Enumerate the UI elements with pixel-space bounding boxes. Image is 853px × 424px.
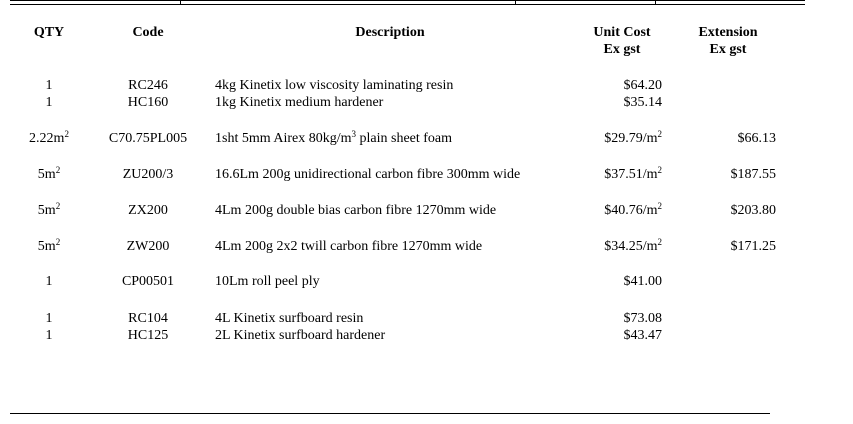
description-cell bbox=[215, 310, 363, 327]
top-double-rule bbox=[10, 0, 805, 5]
header-code: Code bbox=[132, 25, 164, 40]
qty-cell bbox=[10, 166, 88, 183]
qty-cell bbox=[10, 273, 88, 290]
description-text: 10Lm roll peel ply bbox=[215, 274, 320, 289]
qty-cell bbox=[10, 310, 88, 327]
extension-cell bbox=[656, 166, 776, 183]
unit-cost-cell bbox=[542, 327, 662, 344]
qty-value: 5m bbox=[37, 239, 56, 254]
description-text: 1sht 5mm Airex 80kg/m bbox=[215, 131, 352, 146]
unit-cost-value: $35.14 bbox=[623, 95, 662, 110]
unit-cost-value: $41.00 bbox=[623, 274, 662, 289]
unit-cost-cell bbox=[542, 310, 662, 327]
unit-cost-superscript: 2 bbox=[657, 201, 662, 211]
qty-superscript: 2 bbox=[64, 129, 69, 139]
qty-value: 2.22m bbox=[29, 131, 65, 146]
qty-value: 1 bbox=[45, 78, 53, 93]
unit-cost-value: $34.25/m bbox=[604, 239, 658, 254]
unit-cost-value: $40.76/m bbox=[604, 203, 658, 218]
qty-cell bbox=[10, 77, 88, 94]
qty-cell bbox=[10, 202, 88, 219]
qty-cell bbox=[10, 94, 88, 111]
code-value: ZW200 bbox=[126, 239, 170, 254]
description-cell bbox=[215, 94, 383, 111]
code-value: HC125 bbox=[127, 328, 169, 343]
extension-cell bbox=[656, 238, 776, 255]
description-cell bbox=[215, 166, 520, 183]
description-text-after: plain sheet foam bbox=[356, 131, 453, 146]
qty-cell bbox=[10, 327, 88, 344]
unit-cost-cell bbox=[542, 130, 662, 147]
code-cell bbox=[98, 166, 198, 183]
unit-cost-value: $64.20 bbox=[623, 78, 662, 93]
unit-cost-superscript: 2 bbox=[657, 237, 662, 247]
code-value: RC246 bbox=[128, 78, 168, 93]
description-cell bbox=[215, 273, 320, 290]
code-cell bbox=[98, 77, 198, 94]
code-cell bbox=[98, 94, 198, 111]
code-cell bbox=[98, 273, 198, 290]
qty-value: 5m bbox=[37, 167, 56, 182]
unit-cost-cell bbox=[542, 202, 662, 219]
unit-cost-cell bbox=[542, 77, 662, 94]
extension-value: $187.55 bbox=[730, 167, 776, 182]
unit-cost-value: $29.79/m bbox=[604, 131, 658, 146]
qty-superscript: 2 bbox=[55, 237, 61, 247]
code-value: ZU200/3 bbox=[122, 167, 174, 182]
code-cell bbox=[98, 310, 198, 327]
header-description: Description bbox=[355, 25, 425, 40]
code-cell bbox=[98, 202, 198, 219]
qty-cell bbox=[10, 238, 88, 255]
top-rule-tick bbox=[180, 0, 181, 4]
description-cell bbox=[215, 327, 385, 344]
top-rule-tick bbox=[515, 0, 516, 4]
code-value: C70.75PL005 bbox=[108, 131, 188, 146]
unit-cost-superscript: 2 bbox=[657, 165, 662, 175]
code-value: CP00501 bbox=[121, 274, 175, 289]
description-text: 16.6Lm 200g unidirectional carbon fibre 300mm wide bbox=[215, 167, 521, 182]
extension-value: $203.80 bbox=[730, 203, 776, 218]
description-cell bbox=[215, 130, 452, 147]
bottom-rule bbox=[10, 413, 770, 414]
unit-cost-cell bbox=[542, 166, 662, 183]
unit-cost-cell bbox=[542, 238, 662, 255]
description-text: 4L Kinetix surfboard resin bbox=[215, 311, 364, 326]
header-unit-cost: Unit Cost bbox=[593, 25, 651, 40]
code-value: RC104 bbox=[128, 311, 168, 326]
qty-cell bbox=[10, 130, 88, 147]
unit-cost-value: $73.08 bbox=[623, 311, 662, 326]
qty-superscript: 2 bbox=[55, 165, 61, 175]
description-text: 2L Kinetix surfboard hardener bbox=[215, 328, 386, 343]
extension-cell bbox=[656, 130, 776, 147]
description-cell bbox=[215, 238, 482, 255]
unit-cost-superscript: 2 bbox=[657, 129, 662, 139]
description-cell bbox=[215, 202, 496, 219]
extension-value: $171.25 bbox=[730, 239, 776, 254]
extension-value: $66.13 bbox=[737, 131, 776, 146]
header-extension-gst: Ex gst bbox=[709, 42, 747, 57]
qty-value: 1 bbox=[45, 328, 53, 343]
qty-value: 5m bbox=[37, 203, 56, 218]
top-rule-tick bbox=[655, 0, 656, 4]
code-cell bbox=[98, 130, 198, 147]
description-superscript: 3 bbox=[351, 129, 356, 139]
header-unit-cost-gst: Ex gst bbox=[603, 42, 641, 57]
unit-cost-value: $43.47 bbox=[623, 328, 662, 343]
unit-cost-cell bbox=[542, 273, 662, 290]
description-text: 4Lm 200g double bias carbon fibre 1270mm wide bbox=[215, 203, 497, 218]
code-value: HC160 bbox=[127, 95, 169, 110]
qty-superscript: 2 bbox=[55, 201, 61, 211]
description-text: 1kg Kinetix medium hardener bbox=[215, 95, 384, 110]
qty-value: 1 bbox=[45, 274, 53, 289]
code-cell bbox=[98, 327, 198, 344]
description-cell bbox=[215, 77, 453, 94]
unit-cost-cell bbox=[542, 94, 662, 111]
qty-value: 1 bbox=[45, 311, 53, 326]
extension-cell bbox=[656, 202, 776, 219]
code-cell bbox=[98, 238, 198, 255]
description-text: 4kg Kinetix low viscosity laminating resin bbox=[215, 78, 454, 93]
code-value: ZX200 bbox=[128, 203, 168, 218]
description-text: 4Lm 200g 2x2 twill carbon fibre 1270mm wide bbox=[215, 239, 483, 254]
unit-cost-value: $37.51/m bbox=[604, 167, 658, 182]
header-extension: Extension bbox=[698, 25, 758, 40]
header-qty: QTY bbox=[33, 25, 65, 40]
qty-value: 1 bbox=[45, 95, 53, 110]
